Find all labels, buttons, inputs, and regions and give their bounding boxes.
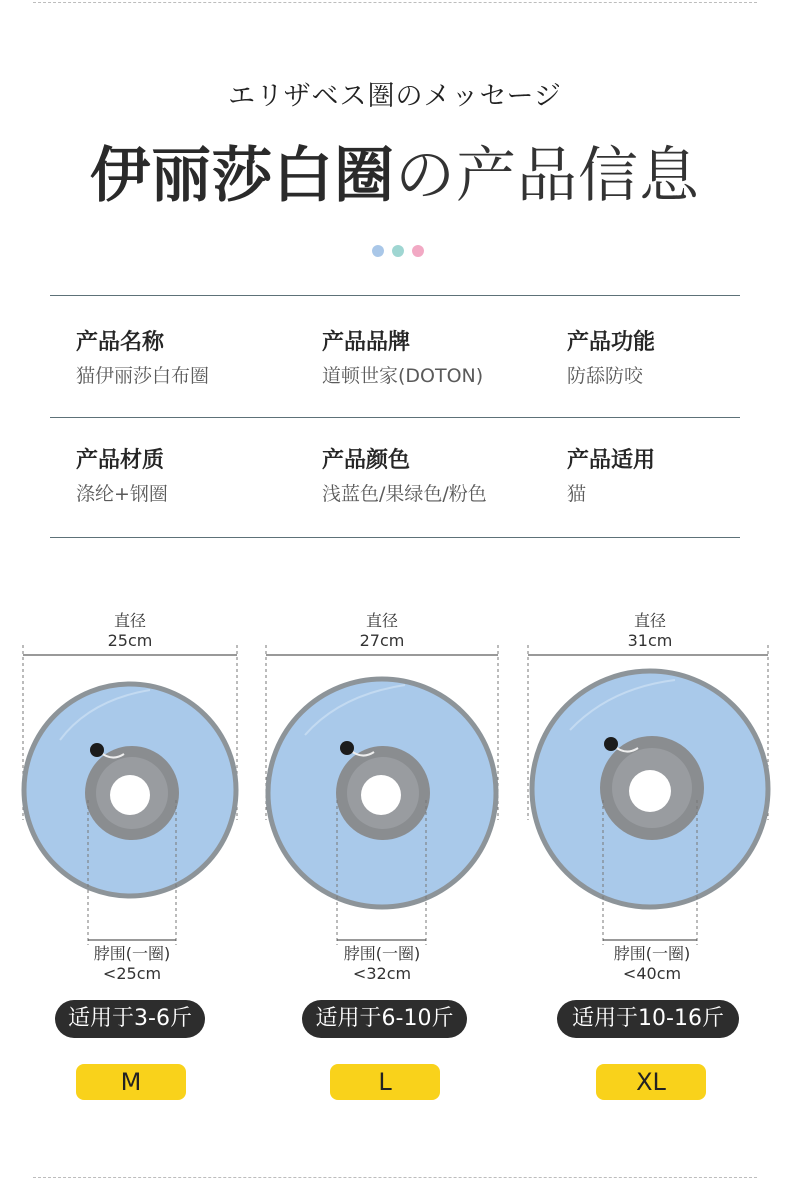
spec-label: 产品颜色 (322, 448, 411, 473)
spec-label: 产品适用 (567, 448, 656, 473)
japanese-subtitle: エリザベス圏のメッセージ (228, 81, 562, 112)
spec-value: 猫 (567, 483, 587, 505)
neck-value: <25cm (102, 964, 162, 983)
toggle-stopper-icon (600, 734, 640, 764)
diameter-label: 直径 (633, 611, 666, 630)
neck-value: <40cm (622, 964, 682, 983)
spec-label: 产品品牌 (322, 330, 411, 355)
spec-value: 防舔防咬 (567, 365, 644, 387)
title-bold: 伊丽莎白圈 (90, 141, 395, 211)
diameter-value: 27cm (359, 631, 405, 650)
diameter-label: 直径 (113, 611, 146, 630)
spec-label: 产品材质 (76, 448, 165, 473)
neck-label: 脖围(一圈) (613, 944, 691, 963)
spec-value: 猫伊丽莎白布圈 (76, 365, 210, 387)
neck-label: 脖围(一圈) (93, 944, 171, 963)
spec-value: 涤纶+钢圈 (76, 483, 168, 505)
diameter-label: 直径 (365, 611, 398, 630)
neck-value: <32cm (352, 964, 412, 983)
weight-badge: 适用于3-6斤 (55, 1000, 205, 1038)
spec-label: 产品功能 (567, 330, 656, 355)
spec-value: 道顿世家(DOTON) (322, 365, 484, 387)
weight-badge: 适用于10-16斤 (557, 1000, 739, 1038)
weight-badge: 适用于6-10斤 (302, 1000, 467, 1038)
spec-label: 产品名称 (76, 330, 165, 355)
neck-label: 脖围(一圈) (343, 944, 421, 963)
size-badge: XL (596, 1064, 706, 1100)
diameter-value: 25cm (107, 631, 153, 650)
title-light: の产品信息 (395, 141, 700, 211)
size-badge: M (76, 1064, 186, 1100)
spec-value: 浅蓝色/果绿色/粉色 (322, 483, 487, 505)
diameter-value: 31cm (627, 631, 673, 650)
bottom-divider (33, 1177, 757, 1178)
size-badge: L (330, 1064, 440, 1100)
